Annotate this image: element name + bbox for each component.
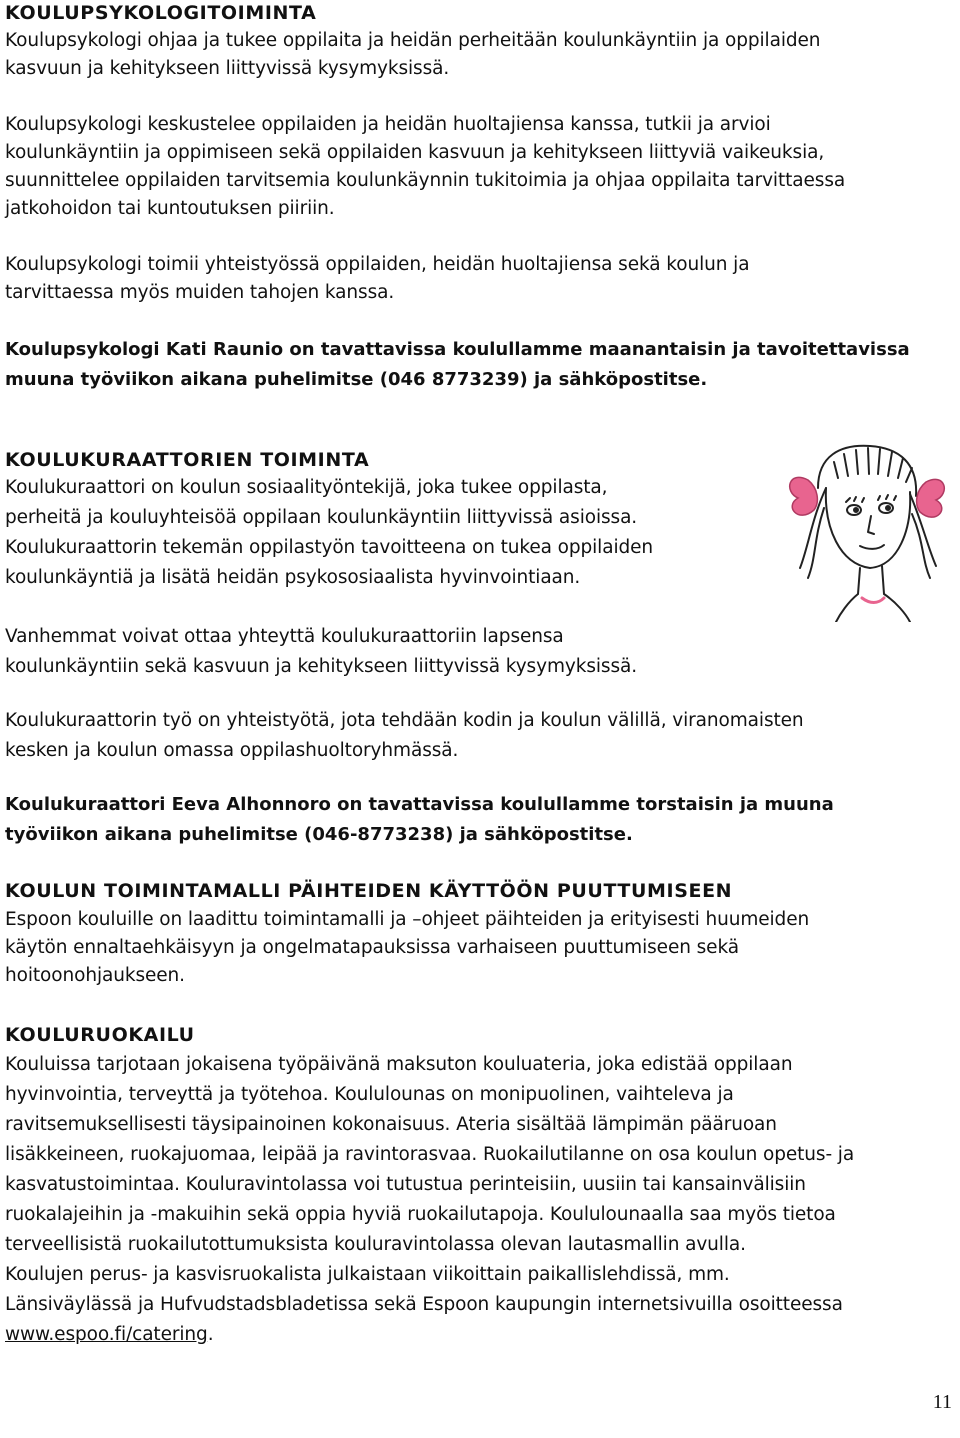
text-line: lisäkkeineen, ruokajuomaa, leipää ja ravintorasvaa. Ruokailutilanne on osa koulun opetus- ja: [5, 1144, 855, 1165]
right-lashes: [878, 495, 896, 500]
right-pupil: [886, 506, 890, 510]
catering-paragraph: [5, 1050, 854, 1350]
text-line: kasvatustoimintaa. Kouluravintolassa voi tutustua perinteisiin, uusiin tai kansainvälisiin: [5, 1174, 806, 1195]
text-line: perheitä ja kouluyhteisöä oppilaan koulunkäyntiin liittyvissä asioissa.: [5, 507, 638, 528]
nose: [868, 516, 874, 534]
text-line: Koulukuraattorin työ on yhteistyötä, jota tehdään kodin ja koulun välillä, viranomaisten: [5, 710, 804, 731]
left-pupil: [854, 508, 858, 512]
psychologist-contact: [5, 335, 910, 395]
text-line: koulunkäyntiin sekä kasvuun ja kehitykseen liittyvissä kysymyksissä.: [5, 656, 638, 677]
right-heart-clip: [917, 479, 945, 517]
text-line: Espoon kouluille on laadittu toimintamalli ja –ohjeet päihteiden ja erityisesti huumeiden: [5, 909, 810, 930]
left-heart-clip: [790, 477, 818, 515]
psychologist-paragraph-1: [5, 111, 845, 223]
curator-contact: [5, 790, 834, 850]
page-number: 11: [932, 1391, 952, 1413]
text-line: Koulukuraattorin tekemän oppilastyön tavoitteena on tukea oppilaiden: [5, 537, 654, 558]
text-line: Koulujen perus- ja kasvisruokalista julkaistaan viikoittain paikallislehdissä, mm.: [5, 1264, 730, 1285]
left-lashes: [846, 497, 864, 502]
link-line: [5, 1320, 854, 1350]
curator-paragraph-1: [5, 622, 637, 682]
text-line: käytön ennaltaehkäisyyn ja ongelmatapauksissa varhaiseen puuttumiseen sekä: [5, 937, 739, 958]
text-line: ruokalajeihin ja -makuihin sekä oppia hyviä ruokailutapoja. Koululounaalla saa myös tietoa: [5, 1204, 836, 1225]
text-line: Koulupsykologi toimii yhteistyössä oppilaiden, heidän huoltajiensa sekä koulun ja: [5, 254, 750, 275]
mouth: [860, 545, 884, 549]
text-line: Vanhemmat voivat ottaa yhteyttä koulukuraattoriin lapsensa: [5, 626, 564, 647]
section-catering-title: KOULURUOKAILU: [5, 1024, 195, 1046]
text-line: Koulupsykologi Kati Raunio on tavattavissa koulullamme maanantaisin ja tavoitettavissa: [5, 339, 910, 360]
link-suffix: .: [207, 1324, 214, 1345]
curator-paragraph-2: [5, 706, 804, 766]
text-line: ravitsemuksellisesti täysipainoinen kokonaisuus. Ateria sisältää lämpimän pääruoan: [5, 1114, 777, 1135]
curator-intro: [5, 473, 653, 593]
psychologist-intro: [5, 27, 820, 83]
text-line: kesken ja koulun omassa oppilashuoltoryhmässä.: [5, 740, 459, 761]
text-line: Koulupsykologi keskustelee oppilaiden ja heidän huoltajiensa kanssa, tutkii ja arvioi: [5, 114, 771, 135]
text-line: koulunkäyntiin ja oppimiseen sekä oppilaiden kasvuun ja kehitykseen liittyviä vaikeuksia,: [5, 142, 825, 163]
text-line: tarvittaessa myös muiden tahojen kanssa.: [5, 282, 395, 303]
text-line: Länsiväylässä ja Hufvudstadsbladetissa sekä Espoon kaupungin internetsivuilla osoitteessa: [5, 1294, 843, 1315]
text-line: suunnittelee oppilaiden tarvitsemia koulunkäynnin tukitoimia ja ohjaa oppilaita tarvittaessa: [5, 170, 846, 191]
text-line: työviikon aikana puhelimitse (046-8773238) ja sähköpostitse.: [5, 824, 633, 845]
hair-outline: [818, 446, 916, 496]
substance-paragraph: [5, 906, 809, 990]
text-line: jatkohoidon tai kuntoutuksen piiriin.: [5, 198, 335, 219]
neck-shoulders: [836, 566, 910, 622]
text-line: hyvinvointia, terveyttä ja työtehoa. Koululounas on monipuolinen, vaihteleva ja: [5, 1084, 734, 1105]
text-line: kasvuun ja kehitykseen liittyvissä kysymyksissä.: [5, 58, 450, 79]
text-line: Koulukuraattori Eeva Alhonnoro on tavattavissa koulullamme torstaisin ja muuna: [5, 794, 834, 815]
text-line: koulunkäyntiä ja lisätä heidän psykososiaalista hyvinvointiaan.: [5, 567, 581, 588]
text-line: Kouluissa tarjotaan jokaisena työpäivänä maksuton kouluateria, joka edistää oppilaan: [5, 1054, 793, 1075]
section-curator-title: KOULUKURAATTORIEN TOIMINTA: [5, 449, 370, 471]
text-line: Koulukuraattori on koulun sosiaalityöntekijä, joka tukee oppilasta,: [5, 477, 608, 498]
girl-with-hearts-illustration: [778, 418, 956, 622]
text-line: muuna työviikon aikana puhelimitse (046 8773239) ja sähköpostitse.: [5, 369, 708, 390]
catering-link[interactable]: www.espoo.fi/catering: [5, 1324, 208, 1345]
section-substance-title: KOULUN TOIMINTAMALLI PÄIHTEIDEN KÄYTTÖÖN PUUTTUMISEEN: [5, 880, 733, 902]
hair-strands: [834, 448, 912, 482]
section-psychologist-title: KOULUPSYKOLOGITOIMINTA: [5, 2, 317, 24]
text-line: terveellisistä ruokailutottumuksista kouluravintolassa olevan lautasmallin avulla.: [5, 1234, 746, 1255]
psychologist-paragraph-2: [5, 251, 749, 307]
text-line: Koulupsykologi ohjaa ja tukee oppilaita ja heidän perheitään koulunkäyntiin ja oppilaiden: [5, 30, 821, 51]
text-line: hoitoonohjaukseen.: [5, 965, 185, 986]
collar: [862, 598, 884, 603]
